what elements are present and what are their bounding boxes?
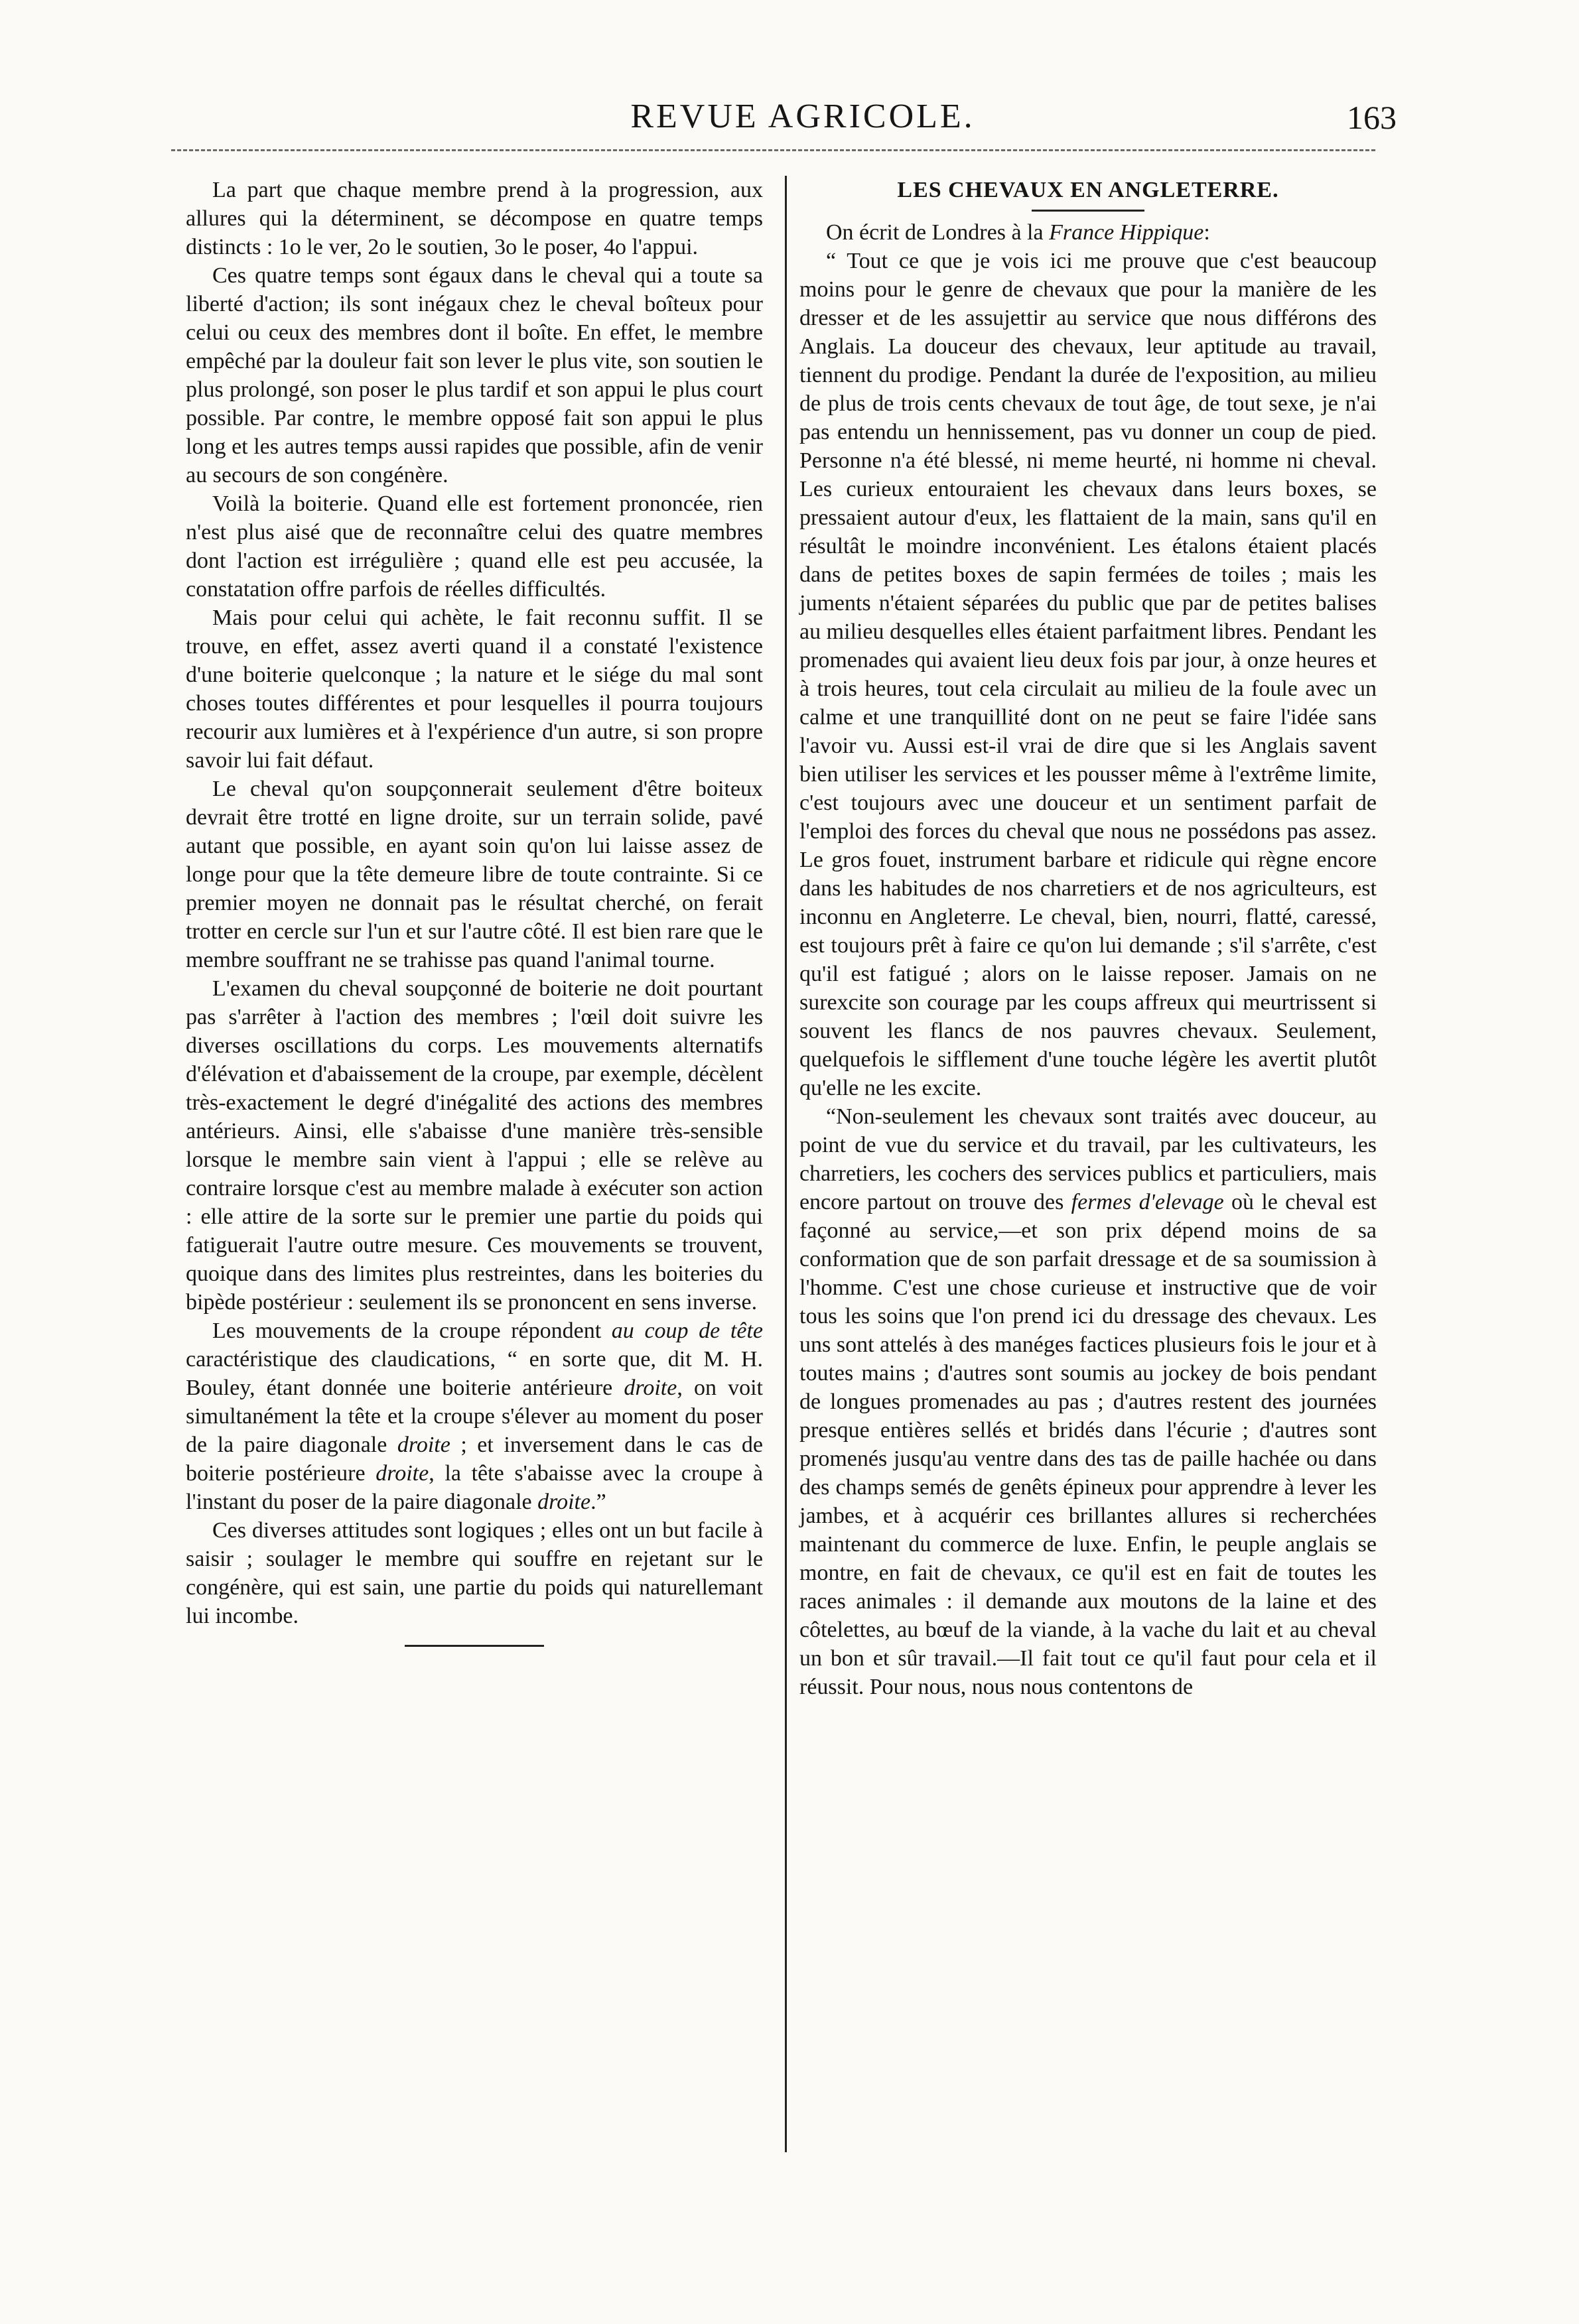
right-column [799,176,1377,1701]
italic-run: droite [397,1433,450,1457]
paragraph: Ces quatre temps sont égaux dans le cheval qui a toute sa liberté d'action; ils sont inégaux chez le cheval boîteux pour celui ou ceux des membres dont il boîte. En effet, le membre empêché par la douleur fait son lever le plus vite, son soutien le plus prolongé, son poser le plus tardif et son appui le plus court possible. Par contre, le membre opposé fait son appui le plus long et les autres temps aussi rapides que possible, afin de venir au secours de son congénère. [186,263,763,487]
paragraph: “ Tout ce que je vois ici me prouve que c'est beaucoup moins pour le genre de chevaux que pour la manière de les dresser et de les assujettir au service que nous différons des Anglais. La douceur des chevaux, leur aptitude au travail, tiennent du prodige. Pendant la durée de l'exposition, au milieu de plus de trois cents chevaux de tout âge, de tout sexe, je n'ai pas entendu un hennissement, pas vu donner un coup de pied. Personne n'a été blessé, ni meme heurté, ni homme ni cheval. Les curieux entouraient les chevaux dans leurs boxes, se pressaient autour d'eux, les flattaient de la main, sans qu'il en résultât le moindre inconvénient. Les étalons étaient placés dans de petites boxes de sapin fermées de toiles ; mais les juments n'étaient séparées du public que par de petites balises au milieu desquelles elles étaient parfaitment libres. Pendant les promenades qui avaient lieu deux fois par jour, à onze heures et à trois heures, tout cela circulait au milieu de la foule avec un calme et une tranquillité dont on ne peut se faire l'idée sans l'avoir vu. Aussi est-il vrai de dire que si les Anglais savent bien utiliser les services et les pousser même à l'extrême limite, c'est toujours avec une douceur et un sentiment parfait de l'emploi des forces du cheval que nous ne possédons pas assez. Le gros fouet, instrument barbare et ridicule qui règne encore dans les habitudes de nos charretiers et de nos agriculteurs, est inconnu en Angleterre. Le cheval, bien, nourri, flatté, caressé, est toujours prêt à faire ce qu'on lui demande ; s'il s'arrête, c'est qu'il est fatigué ; alors on le laisse reposer. Jamais on ne surexcite son courage par les coups affreux qui meurtrissent si souvent les flancs de nos pauvres chevaux. Seulement, quelquefois le sifflement d'une touche légère les avertit plutôt qu'elle ne les excite. [799,249,1377,1100]
paragraph: L'examen du cheval soupçonné de boiterie ne doit pourtant pas s'arrêter à l'action des membres ; l'œil doit suivre les diverses oscillations du corps. Les mouvements alternatifs d'élévation et d'abaissement de la croupe, par exemple, décèlent très-exactement le degré d'inégalité des actions des membres antérieurs. Ainsi, elle s'abaisse d'une manière très-sensible lorsque le membre sain vient à l'appui ; elle se relève au contraire lorsque c'est au membre malade à exécuter son action : elle attire de la sorte sur le premier une partie du poids qui fatiguerait l'autre outre mesure. Ces mouvements se trouvent, quoique dans des limites plus restreintes, dans les boiteries du bipède postérieur : seulement ils se prononcent en sens inverse. [186,976,763,1315]
italic-run: au coup de tête [611,1319,763,1343]
article-intro [799,218,1377,247]
italic-run: droite [624,1376,677,1400]
text-run: caractéristique des claudications, “ en sorte que, dit M. H. Bouley, étant donnée une boiterie antérieure [186,1347,763,1400]
italic-run: France Hippique [1049,220,1204,245]
running-title: REVUE AGRICOLE. [630,97,975,135]
text-run: : [1203,220,1210,245]
italic-run: droite [537,1490,591,1514]
column-divider [785,176,787,2152]
text-run: où le cheval est façonné au service,—et son prix dépend moins de sa conformation que de son parfait dressage et de sa soumission à l'homme. C'est une chose curieuse et instructive que de voir tous les soins que l'on prend ici du dressage des chevaux. Les uns sont attelés à des manéges factices plusieurs fois le jour et à toutes mains ; d'autres sont soumis au jockey de bois pendant de longues promenades au pas ; d'autres restent des journées presque entières sellés et bridés dans l'écurie ; d'autres sont promenés jusqu'au ventre dans des tas de paille hachée ou dans des champs semés de genêts épineux pour apprendre à lever les jambes, et à acquérir ces brillantes allures si recherchées maintenant du commerce de luxe. Enfin, le peuple anglais se montre, en fait de chevaux, ce qu'il est en fait de toutes les races animales : il demande aux moutons de la laine et des côtelettes, au bœuf de la viande, à la vache du lait et au cheval un bon et sûr travail.—Il fait tout ce qu'il faut pour cela et il réussit. Pour nous, nous nous contentons de [799,1190,1377,1699]
paragraph: La part que chaque membre prend à la progression, aux allures qui la déterminent, se décompose en quatre temps distincts : 1o le ver, 2o le soutien, 3o le poser, 4o l'appui. [186,178,763,259]
paragraph: Mais pour celui qui achète, le fait reconnu suffit. Il se trouve, en effet, assez averti quand il a constaté l'existence d'une boiterie quelconque ; la nature et le siége du mal sont choses toutes différentes et pour lesquelles il pourra toujours recourir aux lumières et à l'expérience d'un autre, si son propre savoir lui fait défaut. [186,606,763,773]
article-title: LES CHEVAUX EN ANGLETERRE. [897,178,1279,202]
end-rule [405,1645,544,1647]
text-run: “Non-seulement les chevaux sont traités avec douceur, au point de vue du service et du travail, par les cultivateurs, les charretiers, les cochers des services publics et particuliers, mais encore partout on trouve des [799,1104,1377,1214]
text-run: On écrit de Londres à la [826,220,1050,245]
left-column [186,176,763,1647]
paragraph-with-italics [799,1102,1377,1701]
paragraph: Ces diverses attitudes sont logiques ; elles ont un but facile à saisir ; soulager le membre qui souffre en rejetant sur le congénère, qui est sain, une partie du poids qui naturellemant lui incombe. [186,1518,763,1628]
text-run: , la tête s'abaisse avec la croupe à l'instant du poser de la paire diagonale [186,1461,763,1514]
italic-run: fermes d'elevage [1071,1190,1224,1214]
text-run: .” [590,1490,606,1514]
text-run: Les mouvements de la croupe répondent [212,1319,612,1343]
text-run: ; et inversement dans le cas de boiterie postérieure [186,1433,764,1486]
paragraph: Le cheval qu'on soupçonnerait seulement d'être boiteux devrait être trotté en ligne droite, sur un terrain solide, pavé autant que possible, en ayant soin qu'on lui laisse assez de longe pour que la tête demeure libre de toute contrainte. Si ce premier moyen ne donnait pas le résultat cherché, on ferait trotter en cercle sur l'un et sur l'autre côté. Il est bien rare que le membre souffrant ne se trahisse pas quand l'animal tourne. [186,777,763,972]
text-run: , on voit simultanément la tête et la croupe s'élever au moment du poser de la paire diagonale [186,1376,763,1457]
title-rule [1032,210,1144,212]
page-number: 163 [1347,99,1397,136]
header-rule [171,149,1375,151]
italic-run: droite [376,1461,429,1486]
paragraph-with-italics [186,1317,763,1516]
paragraph: Voilà la boiterie. Quand elle est fortement prononcée, rien n'est plus aisé que de reconnaître celui des quatre membres dont l'action est irrégulière ; quand elle est peu accusée, la constatation offre parfois de réelles difficultés. [186,491,763,602]
